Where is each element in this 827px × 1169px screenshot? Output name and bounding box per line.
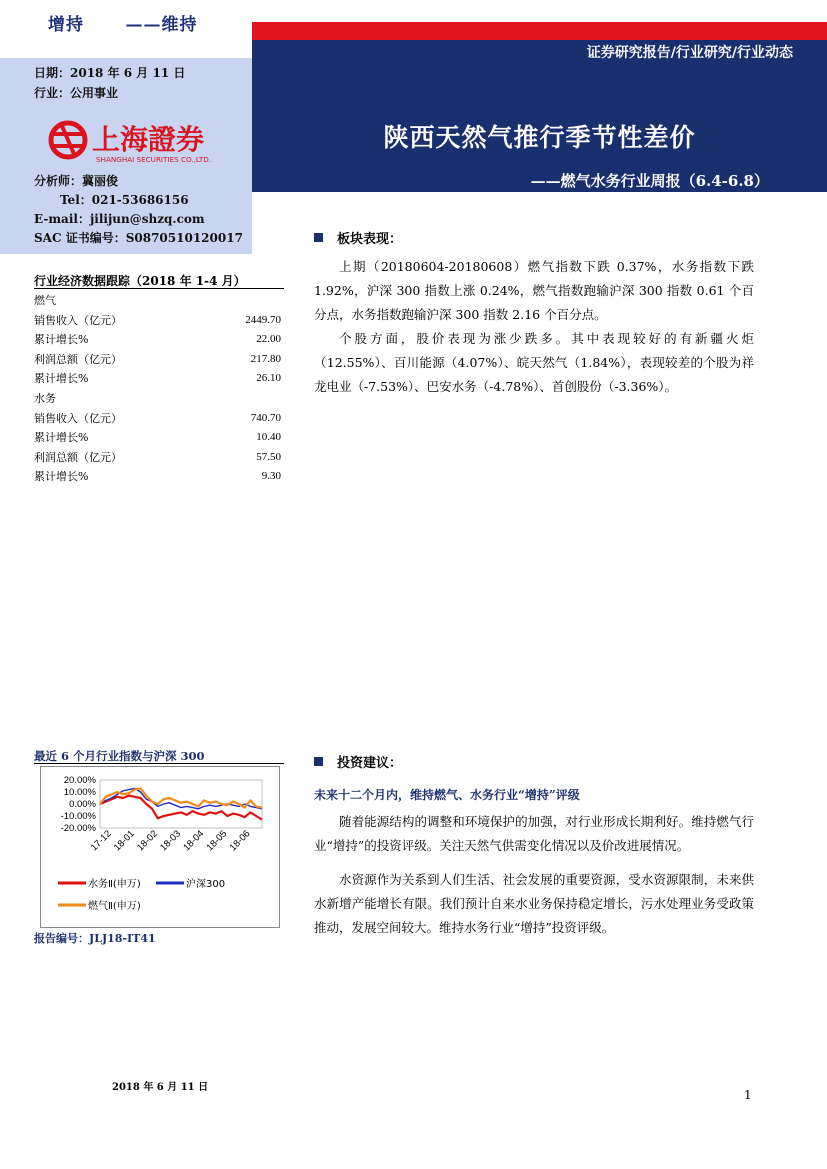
- x-tick-label: 18-06: [227, 828, 253, 854]
- page-number: 1: [744, 1088, 752, 1102]
- tracking-label: 累计增长%: [34, 372, 89, 386]
- tracking-value: 22.00: [256, 333, 281, 346]
- investment-subheading: 未来十二个月内，维持燃气、水务行业“增持”评级: [314, 788, 580, 802]
- tracking-label: 利润总额（亿元）: [34, 450, 122, 464]
- x-tick-label: 18-04: [181, 828, 207, 854]
- divider: [34, 288, 284, 289]
- tracking-value: 9.30: [261, 470, 281, 483]
- y-tick-label: 0.00%: [69, 799, 96, 810]
- header-red-band: [252, 22, 827, 40]
- tracking-label: 累计增长%: [34, 333, 89, 347]
- x-tick-label: 18-02: [135, 828, 160, 854]
- tracking-row: [34, 389, 284, 408]
- tracking-label: 累计增长%: [34, 470, 89, 484]
- tracking-row: [34, 291, 284, 310]
- investment-body: [314, 810, 754, 940]
- heading-text: 板块表现：: [337, 232, 403, 247]
- divider: [34, 763, 284, 764]
- bullet-square-icon: [314, 233, 323, 242]
- tracking-title: 行业经济数据跟踪（2018 年 1-4 月）: [34, 274, 246, 288]
- tracking-label: 利润总额（亿元）: [34, 352, 122, 366]
- report-date: 日期：2018 年 6 月 11 日: [34, 66, 186, 80]
- tracking-row: [34, 467, 284, 486]
- tracking-label: 销售收入（亿元）: [34, 411, 122, 425]
- tracking-row: [34, 428, 284, 447]
- paragraph: 个股方面，股价表现为涨少跌多。其中表现较好的有新疆火炬（12.55%）、百川能源（4.07%）、皖天然气（1.84%），表现较差的个股为祥龙电业（-7.53%）、巴安水务（-4.78%）、首创股份（-3.36%）。: [314, 331, 754, 394]
- sac-number: SAC 证书编号：S0870510120017: [34, 231, 243, 245]
- paragraph: 水资源作为关系到人们生活、社会发展的重要资源，受水资源限制，未来供水新增产能增长有限。我们预计自来水业务保持稳定增长，污水处理业务受政策推动，发展空间较大。维持水务行业“增持”投资评级。: [314, 872, 754, 935]
- logo-mark-icon: [51, 123, 85, 157]
- tracking-value: 57.50: [256, 450, 281, 463]
- heading-text: 投资建议：: [337, 756, 403, 771]
- tracking-value: 26.10: [256, 372, 281, 385]
- tracking-value: 217.80: [250, 352, 281, 365]
- paragraph: 随着能源结构的调整和环境保护的加强，对行业形成长期利好。维持燃气行业“增持”的投资评级。关注天然气供需变化情况以及价改进展情况。: [314, 814, 754, 853]
- y-tick-label: -20.00%: [60, 823, 96, 834]
- tracking-row: [34, 448, 284, 467]
- tracking-label: 水务: [34, 392, 56, 405]
- legend-label: 燃气Ⅱ(申万): [88, 901, 141, 912]
- tracking-value: 740.70: [250, 411, 281, 424]
- paragraph: 上期（20180604-20180608）燃气指数下跌 0.37%，水务指数下跌 1.92%，沪深 300 指数上涨 0.24%，燃气指数跑输沪深 300 指数 0.61 个百分点，水务指数跑输沪深 300 指数 2.16 个百分点。: [314, 259, 754, 322]
- tracking-row: [34, 369, 284, 388]
- report-subtitle: ——燃气水务行业周报（6.4-6.8）: [530, 172, 769, 190]
- y-tick-label: -10.00%: [60, 811, 96, 822]
- header-top-white: [252, 0, 827, 22]
- tracking-row: [34, 350, 284, 369]
- x-tick-label: 17-12: [88, 828, 114, 854]
- chart-title: 最近 6 个月行业指数与沪深 300: [34, 749, 205, 763]
- report-title: 陕西天然气推行季节性差价: [383, 123, 696, 152]
- y-tick-label: 20.00%: [63, 775, 96, 786]
- logo-cn-text: 上海證券: [92, 123, 205, 156]
- analyst-email: E-mail：jilijun@shzq.com: [34, 212, 205, 226]
- tracking-label: 销售收入（亿元）: [34, 313, 122, 327]
- footer-date: 2018 年 6 月 11 日: [112, 1082, 209, 1093]
- y-tick-label: 10.00%: [63, 787, 96, 798]
- report-type: 证券研究报告/行业研究/行业动态: [586, 45, 793, 61]
- legend-label: 水务Ⅱ(申万): [88, 879, 141, 890]
- x-tick-label: 18-05: [204, 828, 230, 854]
- tracking-label: 燃气: [34, 294, 56, 307]
- section-heading-investment: [314, 752, 402, 771]
- report-number: 报告编号：JLJ18-IT41: [34, 932, 156, 945]
- tracking-row: [34, 409, 284, 428]
- bullet-square-icon: [314, 757, 323, 766]
- analyst-name: 分析师：冀丽俊: [34, 174, 119, 188]
- performance-body: [314, 255, 754, 399]
- x-tick-label: 18-03: [158, 828, 184, 854]
- index-line-chart: [40, 766, 280, 928]
- tracking-value: 10.40: [256, 431, 281, 444]
- shanghai-securities-logo: [48, 118, 244, 168]
- tracking-label: 累计增长%: [34, 431, 89, 445]
- x-tick-label: 18-01: [111, 828, 137, 854]
- analyst-tel: Tel：021-53686156: [60, 193, 189, 207]
- tracking-row: [34, 311, 284, 330]
- rating-label: 增持 ——维持: [48, 15, 198, 35]
- section-heading-performance: [314, 228, 402, 247]
- tracking-value: 2449.70: [245, 313, 281, 326]
- industry-label: 行业：公用事业: [34, 86, 119, 100]
- tracking-row: [34, 330, 284, 349]
- legend-label: 沪深300: [186, 879, 226, 890]
- logo-en-text: SHANGHAI SECURITIES CO.,LTD.: [96, 155, 212, 164]
